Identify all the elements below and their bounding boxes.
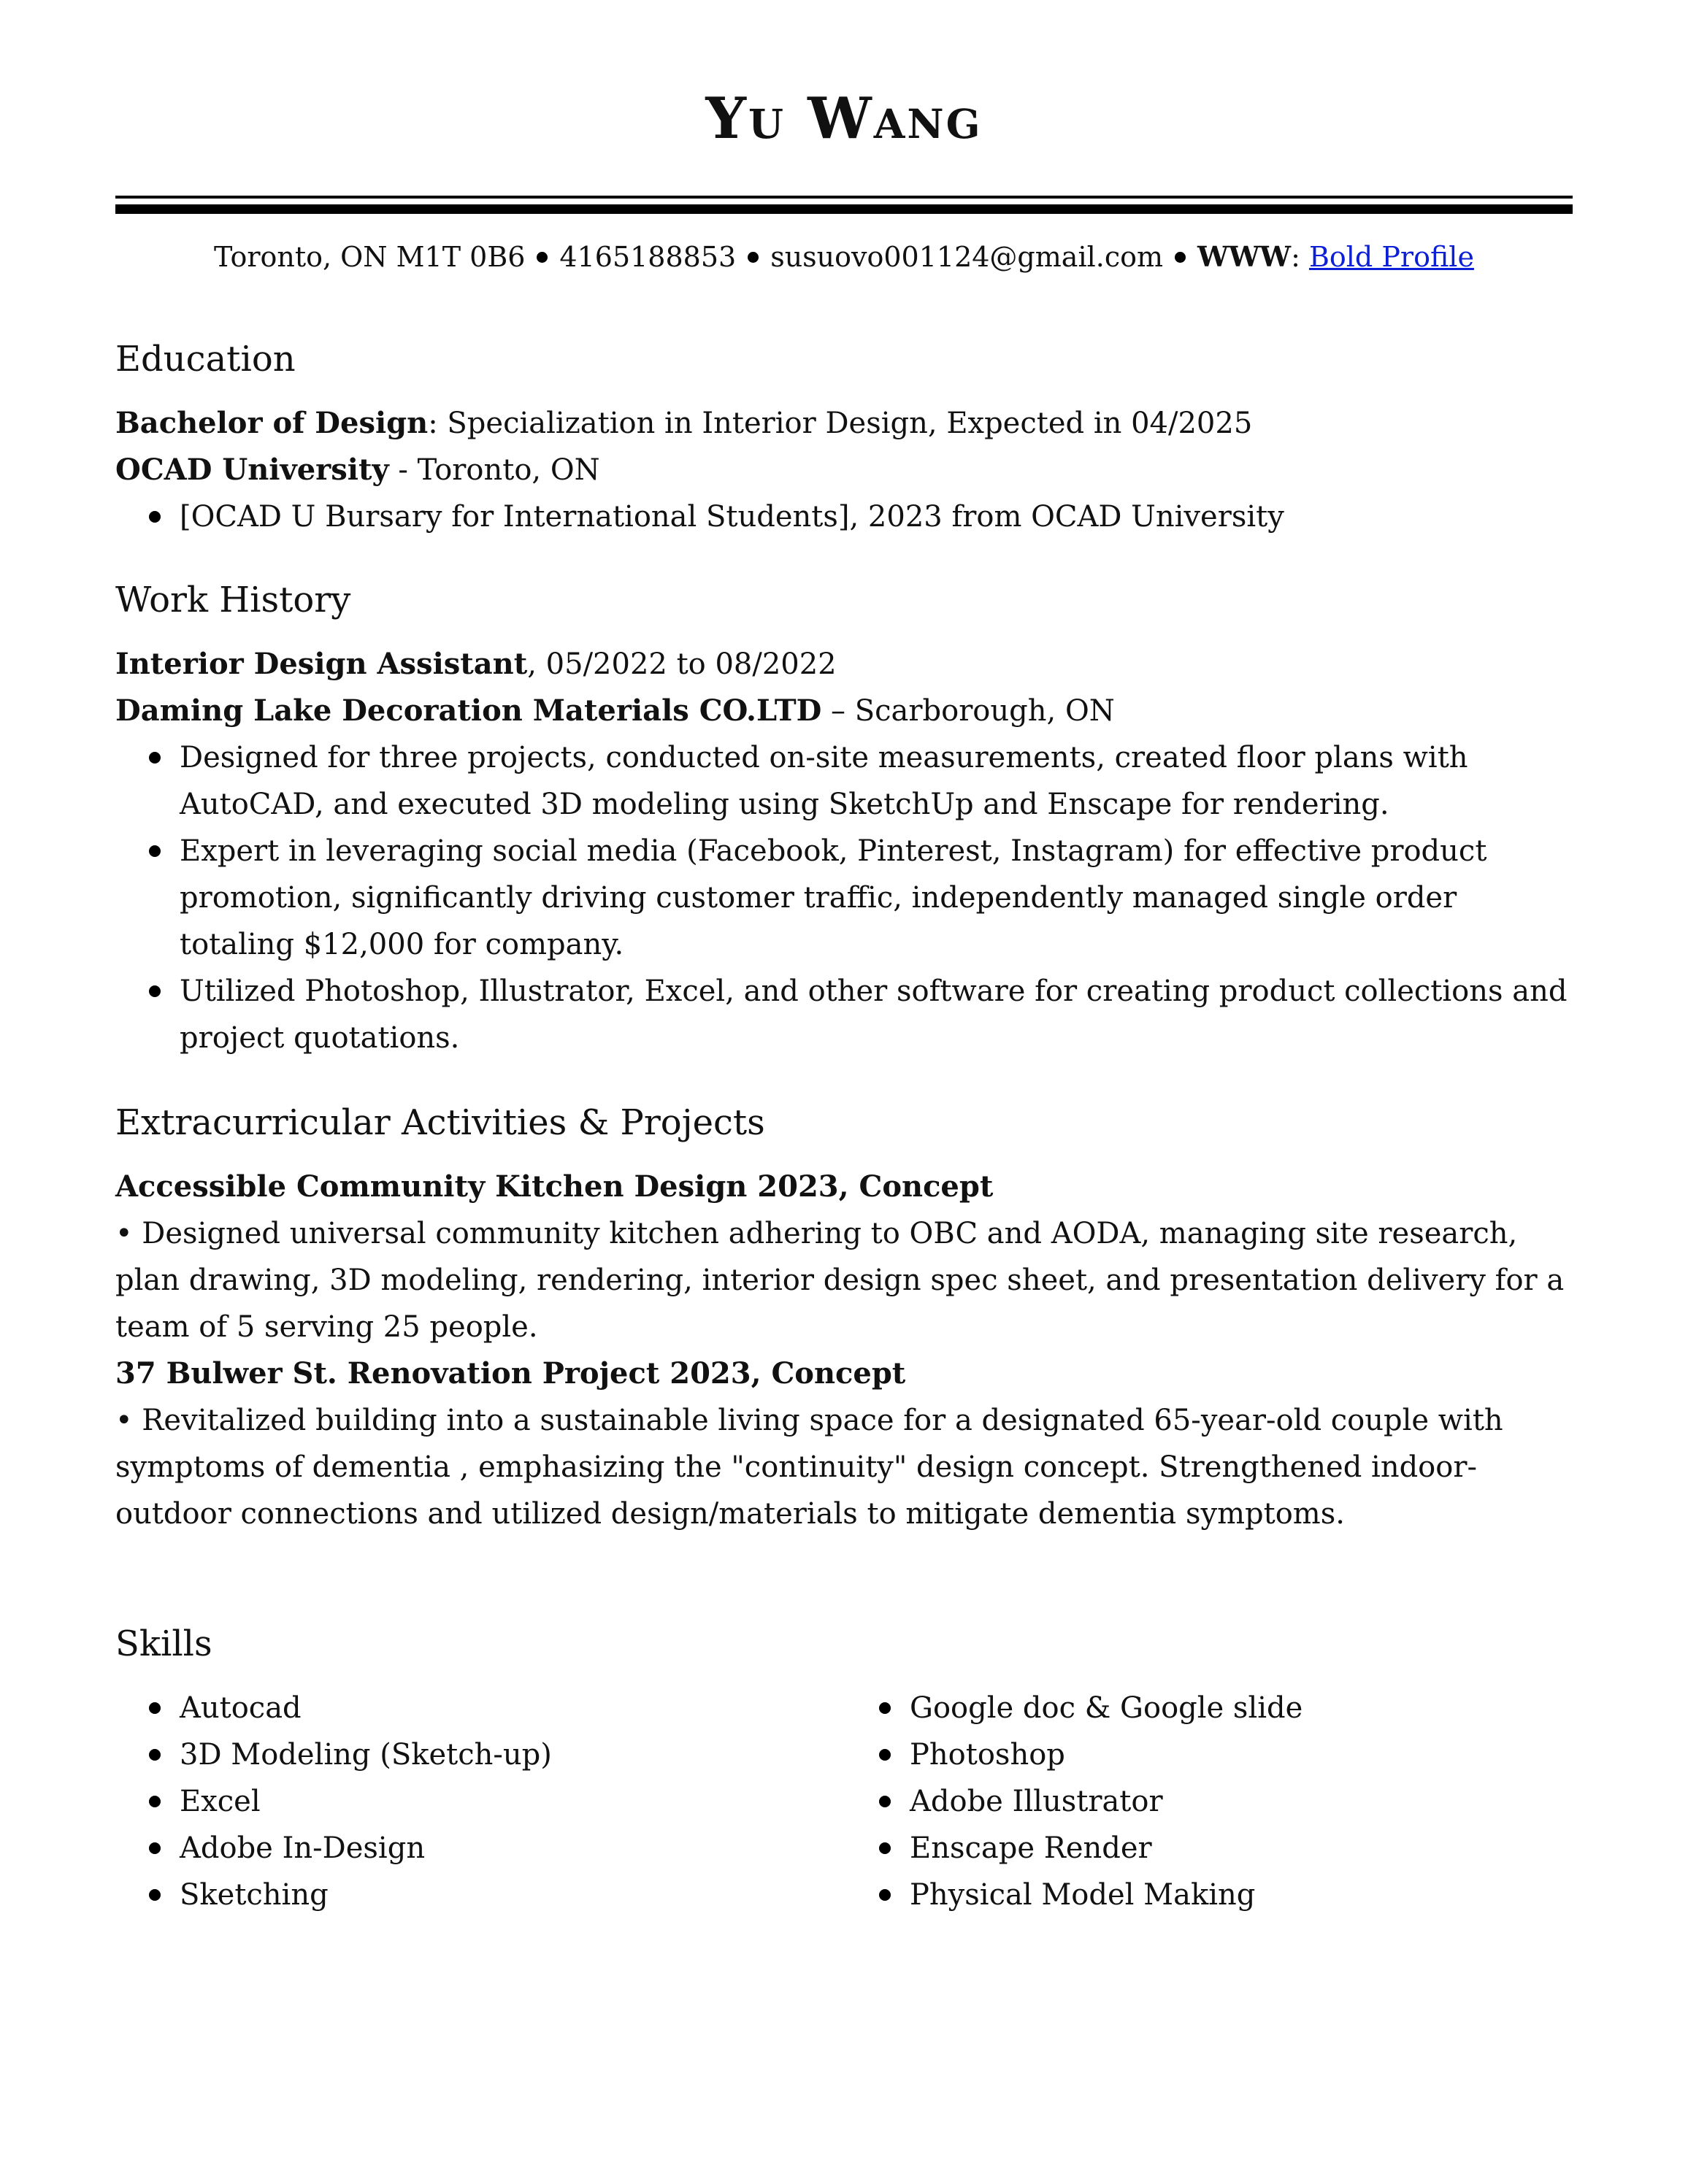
work-history-heading: Work History	[115, 580, 351, 620]
project-description: • Revitalized building into a sustainable living space for a designated 65-year-old couple with symptoms of dementia , emphasizing the "continuity" design concept. Strengthened indoor-outdoor connections and utilized design/materials to mitigate dementia symptoms.	[115, 1404, 1503, 1531]
contact-www-colon: :	[1291, 241, 1300, 273]
candidate-name: Yu Wang	[705, 85, 983, 152]
list-item: Designed for three projects, conducted on-site measurements, created floor plans with AutoCAD, and executed 3D modeling using SketchUp and Enscape for rendering.	[115, 734, 1576, 828]
list-item: Autocad	[115, 1685, 772, 1731]
skills-right-column	[845, 1685, 1503, 1918]
list-item: Adobe Illustrator	[845, 1778, 1503, 1825]
work-bullets	[115, 734, 1576, 1061]
project-heading	[115, 1350, 905, 1397]
header-rule-thin	[115, 196, 1573, 199]
list-item: Physical Model Making	[845, 1872, 1503, 1918]
list-item: 3D Modeling (Sketch-up)	[115, 1731, 772, 1778]
contact-address: Toronto, ON M1T 0B6	[214, 241, 526, 273]
education-school-line	[115, 447, 600, 493]
contact-email: susuovo001124@gmail.com	[770, 241, 1164, 273]
separator-bullet-icon	[1175, 252, 1186, 263]
skills-left-column	[115, 1685, 772, 1918]
job-dates: , 05/2022 to 08/2022	[527, 647, 837, 681]
separator-bullet-icon	[537, 252, 548, 263]
school-name: OCAD University	[115, 453, 389, 487]
project-description: • Designed universal community kitchen adhering to OBC and AODA, managing site research, plan drawing, 3D modeling, rendering, interior design spec sheet, and presentation delivery for a team of 5 serving 25 people.	[115, 1217, 1565, 1344]
list-item: [OCAD U Bursary for International Students], 2023 from OCAD University	[115, 493, 1573, 540]
list-item: Excel	[115, 1778, 772, 1825]
list-item: Google doc & Google slide	[845, 1685, 1503, 1731]
project-title: Accessible Community Kitchen Design 2023, Concept	[115, 1169, 994, 1204]
degree-name: Bachelor of Design	[115, 406, 429, 440]
company-name: Daming Lake Decoration Materials CO.LTD	[115, 693, 822, 728]
separator-bullet-icon	[748, 252, 759, 263]
education-degree-line	[115, 400, 1252, 447]
list-item: Utilized Photoshop, Illustrator, Excel, and other software for creating product collections and project quotations.	[115, 968, 1576, 1061]
skills-heading: Skills	[115, 1623, 212, 1664]
project-heading	[115, 1164, 993, 1210]
education-bullets	[115, 493, 1573, 540]
list-item: Adobe In-Design	[115, 1825, 772, 1872]
list-item: Enscape Render	[845, 1825, 1503, 1872]
list-item: Expert in leveraging social media (Facebook, Pinterest, Instagram) for effective product promotion, significantly driving customer traffic, independently managed single order totaling $12,000 for company.	[115, 828, 1576, 968]
header-rule-thick	[115, 204, 1573, 214]
bold-profile-link[interactable]: Bold Profile	[1308, 241, 1474, 273]
contact-phone: 4165188853	[559, 241, 737, 273]
job-title: Interior Design Assistant	[115, 647, 528, 681]
education-heading: Education	[115, 339, 296, 380]
contact-line	[115, 238, 1573, 276]
contact-www-label: WWW	[1197, 240, 1292, 273]
work-role-line	[115, 641, 837, 688]
project-title: 37 Bulwer St. Renovation Project 2023, Concept	[115, 1356, 906, 1391]
degree-details: : Specialization in Interior Design, Expected in 04/2025	[428, 407, 1253, 440]
company-location: – Scarborough, ON	[821, 694, 1115, 728]
school-location: - Toronto, ON	[388, 453, 600, 487]
list-item: Photoshop	[845, 1731, 1503, 1778]
extracurricular-heading: Extracurricular Activities & Projects	[115, 1102, 765, 1143]
list-item: Sketching	[115, 1872, 772, 1918]
work-company-line	[115, 688, 1115, 734]
